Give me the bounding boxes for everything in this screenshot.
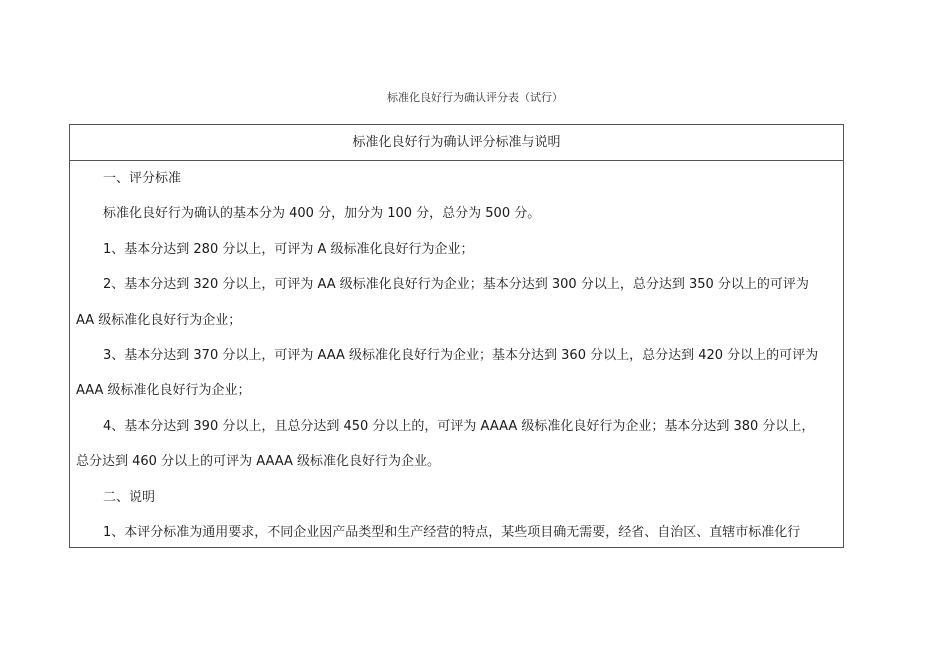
rule-aaa-level: 3、基本分达到 370 分以上，可评为 AAA 级标准化良好行为企业；基本分达到 360 分以上，总分达到 420 分以上的可评为 — [103, 348, 819, 364]
paragraph-base-score: 标准化良好行为确认的基本分为 400 分，加分为 100 分，总分为 500 分。 — [103, 206, 541, 222]
rule-aaaa-level-cont: 总分达到 460 分以上的可评为 AAAA 级标准化良好行为企业。 — [76, 454, 441, 470]
rule-aaa-level-cont: AAA 级标准化良好行为企业； — [76, 383, 251, 399]
section-heading-scoring: 一、评分标准 — [103, 171, 182, 186]
section-heading-notes: 二、说明 — [103, 489, 156, 505]
rule-aa-level-cont: AA 级标准化良好行为企业； — [76, 312, 242, 328]
rule-a-level: 1、基本分达到 280 分以上，可评为 A 级标准化良好行为企业； — [103, 241, 474, 257]
rule-aa-level: 2、基本分达到 320 分以上，可评为 AA 级标准化良好行为企业；基本分达到 300 分以上，总分达到 350 分以上的可评为 — [103, 277, 809, 293]
rule-aaaa-level: 4、基本分达到 390 分以上，且总分达到 450 分以上的，可评为 AAAA 级标准化良好行为企业；基本分达到 380 分以上， — [103, 418, 815, 434]
table-body — [70, 161, 843, 548]
document-title: 标准化良好行为确认评分表（试行） — [387, 91, 563, 104]
note-1: 1、本评分标准为通用要求，不同企业因产品类型和生产经营的特点，某些项目确无需要，经省、自治区、直辖市标准化行 — [103, 525, 801, 541]
scoring-table — [69, 124, 844, 548]
table-header: 标准化良好行为确认评分标准与说明 — [70, 125, 843, 161]
